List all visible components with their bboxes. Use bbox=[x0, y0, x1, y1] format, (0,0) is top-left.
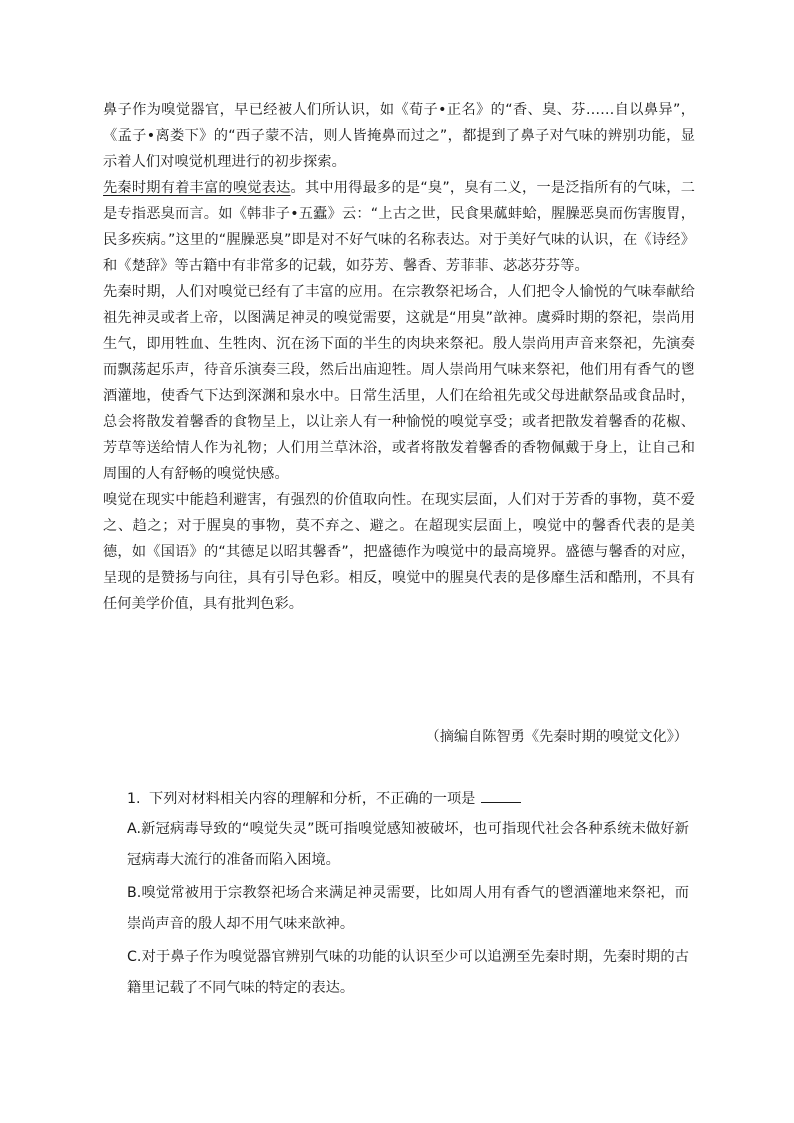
underlined-phrase: 先秦时期有着丰富的嗅觉表达 bbox=[103, 180, 291, 196]
passage-paragraph-4: 嗅觉在现实中能趋利避害，有强烈的价值取向性。在现实层面，人们对于芳香的事物，莫不爱之、趋之；对于腥臭的事物，莫不弃之、避之。在超现实层面上，嗅觉中的馨香代表的是美德，如《国语》的“其德足以昭其馨香”，把盛德作为嗅觉中的最高境界。盛德与馨香的对应，呈现的是赞扬与向往，具有引导色彩。相反，嗅觉中的腥臭代表的是侈靡生活和酷刑，不具有任何美学价值，具有批判色彩。 bbox=[103, 492, 695, 612]
option-c: C.对于鼻子作为嗅觉器官辨别气味的功能的认识至少可以追溯至先秦时期，先秦时期的古籍里记载了不同气味的特定的表达。 bbox=[127, 949, 689, 996]
passage-paragraph-1: 鼻子作为嗅觉器官，早已经被人们所认识，如《荀子•正名》的“香、臭、芬……自以鼻异”，《孟子•离娄下》的“西子蒙不洁，则人皆掩鼻而过之”，都提到了鼻子对气味的辨别功能，显示着人们对嗅觉机理进行的初步探索。 bbox=[103, 102, 695, 170]
question-1 bbox=[127, 786, 695, 1006]
reading-passage bbox=[103, 97, 695, 617]
passage-source: （摘编自陈智勇《先秦时期的嗅觉文化》） bbox=[425, 729, 688, 745]
option-b: B.嗅觉常被用于宗教祭祀场合来满足神灵需要，比如周人用有香气的鬯酒灌地来祭祀，而崇尚声音的殷人却不用气味来歆神。 bbox=[127, 885, 689, 932]
passage-paragraph-3: 先秦时期，人们对嗅觉已经有了丰富的应用。在宗教祭祀场合，人们把令人愉悦的气味奉献给祖先神灵或者上帝，以图满足神灵的嗅觉需要，这就是“用臭”歆神。虞舜时期的祭祀，崇尚用生气，即用牲血、生牲肉、沉在汤下面的半生的肉块来祭祀。殷人崇尚用声音来祭祀，先演奏而飘荡起乐声，待音乐演奏三段，然后出庙迎牲。周人崇尚用气味来祭祀，他们用有香气的鬯酒灌地，使香气下达到深渊和泉水中。日常生活里，人们在给祖先或父母进献祭品或食品时，总会将散发着馨香的食物呈上，以让亲人有一种愉悦的嗅觉享受；或者把散发着馨香的花椒、芳草等送给情人作为礼物；人们用兰草沐浴，或者将散发着馨香的香物佩戴于身上，让自己和周围的人有舒畅的嗅觉快感。 bbox=[103, 284, 695, 482]
question-number: 1. bbox=[127, 791, 141, 807]
question-stem-text: 下列对材料相关内容的理解和分析，不正确的一项是 bbox=[149, 791, 476, 807]
answer-blank[interactable] bbox=[481, 787, 521, 803]
question-stem bbox=[127, 786, 695, 812]
option-a: A.新冠病毒导致的“嗅觉失灵”既可指嗅觉感知被破坏，也可指现代社会各种系统未做好新冠病毒大流行的准备而陷入困境。 bbox=[127, 821, 689, 868]
passage-paragraph-2-text: 。其中用得最多的是“臭”，臭有二义，一是泛指所有的气味，二是专指恶臭而言。如《韩非子•五蠹》云：“上古之世，民食果蓏蚌蛤，腥臊恶臭而伤害腹胃，民多疾病。”这里的“腥臊恶臭”即是对不好气味的名称表达。对于美好气味的认识，在《诗经》和《楚辞》等古籍中有非常多的记载，如芬芳、馨香、芳菲菲、苾苾芬芬等。 bbox=[103, 180, 695, 274]
passage-paragraph-2 bbox=[103, 175, 695, 279]
